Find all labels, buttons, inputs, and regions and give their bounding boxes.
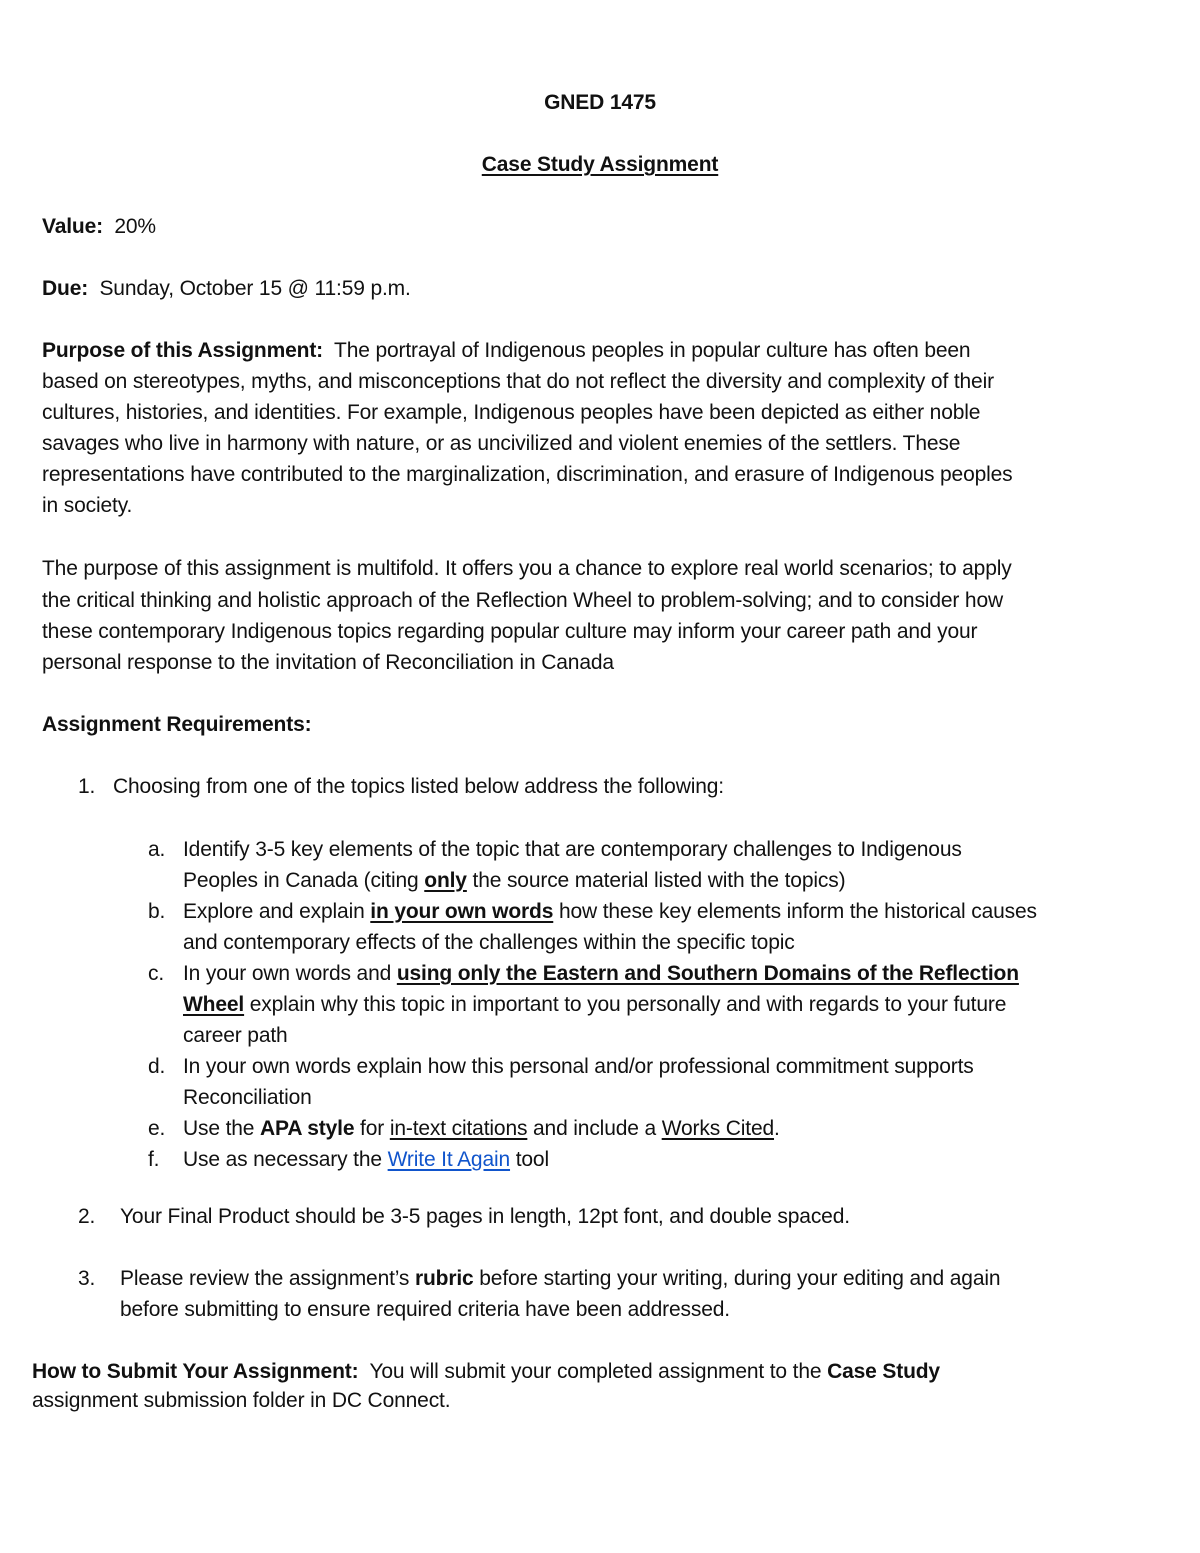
due-text: Sunday, October 15 @ 11:59 p.m. (99, 277, 411, 300)
document-title: Case Study Assignment (481, 153, 719, 176)
submit-label: How to Submit Your Assignment: (32, 1360, 359, 1383)
value-line (42, 214, 156, 239)
document-page: GNED 1475 Case Study Assignment Value: 20% Due: Sunday, October 15 @ 11:59 p.m. Purpose of this Assignment: The portrayal of Indigenous peoples in popular culture has often been based on stereotypes, myths, and misconceptions that do not reflect the diversity and complexity of their cultures, histories, and identities. For example, Indigenous peoples have been depicted as either noble savages who live in harmony with nature, or as uncivilized and violent enemies of the settlers. These representations have contributed to the marginalization, discrimination, and erasure of Indigenous peoples in society. The purpose of this assignment is multifold. It offers you a chance to explore real world scenarios; to apply the critical thinking and holistic approach of the Reflection Wheel to problem-solving; and to consider how these contemporary Indigenous topics regarding popular culture may inform your career path and your personal response to the invitation of Reconciliation in Canada Assignment Requirements: 1. Choosing from one of the topics listed below address the following: a. Identify 3-5 key elements of the topic that are contemporary challenges to Indigenous Peoples in Canada (citing only the source material listed with the topics) b. Explore and explain in your own words how these key elements inform the historical causes and contemporary effects of the challenges within the specific topic c. In your own words and using only the Eastern and Southern Domains of the Reflection Wheel explain why this topic in important to you personally and with regards to your future career path d. In your own words explain how this personal and/or professional commitment supports Reconciliation e. Use the APA style for in-text citations and include a Works Cited. f. Use as necessary the Write It Again tool 2. Your Final Product should be 3-5 pages in length, 12pt font, and double spaced. 3. Please review the assignment’s rubric before starting your writing, during your editing and again before submitting to ensure required criteria have been addressed. How to Submit Your Assignment: You will submit your completed assignment to the Case Study assignment submission folder in DC Connect. (0, 0, 1200, 1553)
requirements-heading: Assignment Requirements: (42, 713, 312, 736)
list-number: 3. (78, 1267, 96, 1290)
value-text: 20% (114, 215, 156, 238)
purpose-label: Purpose of this Assignment: (42, 339, 324, 362)
due-line (42, 276, 411, 301)
list-number: 2. (78, 1205, 96, 1228)
value-label: Value: (42, 215, 103, 238)
list-number: 1. (78, 775, 96, 798)
due-label: Due: (42, 277, 89, 300)
course-code: GNED 1475 (544, 91, 656, 114)
write-it-again-link[interactable]: Write It Again (387, 1148, 511, 1171)
